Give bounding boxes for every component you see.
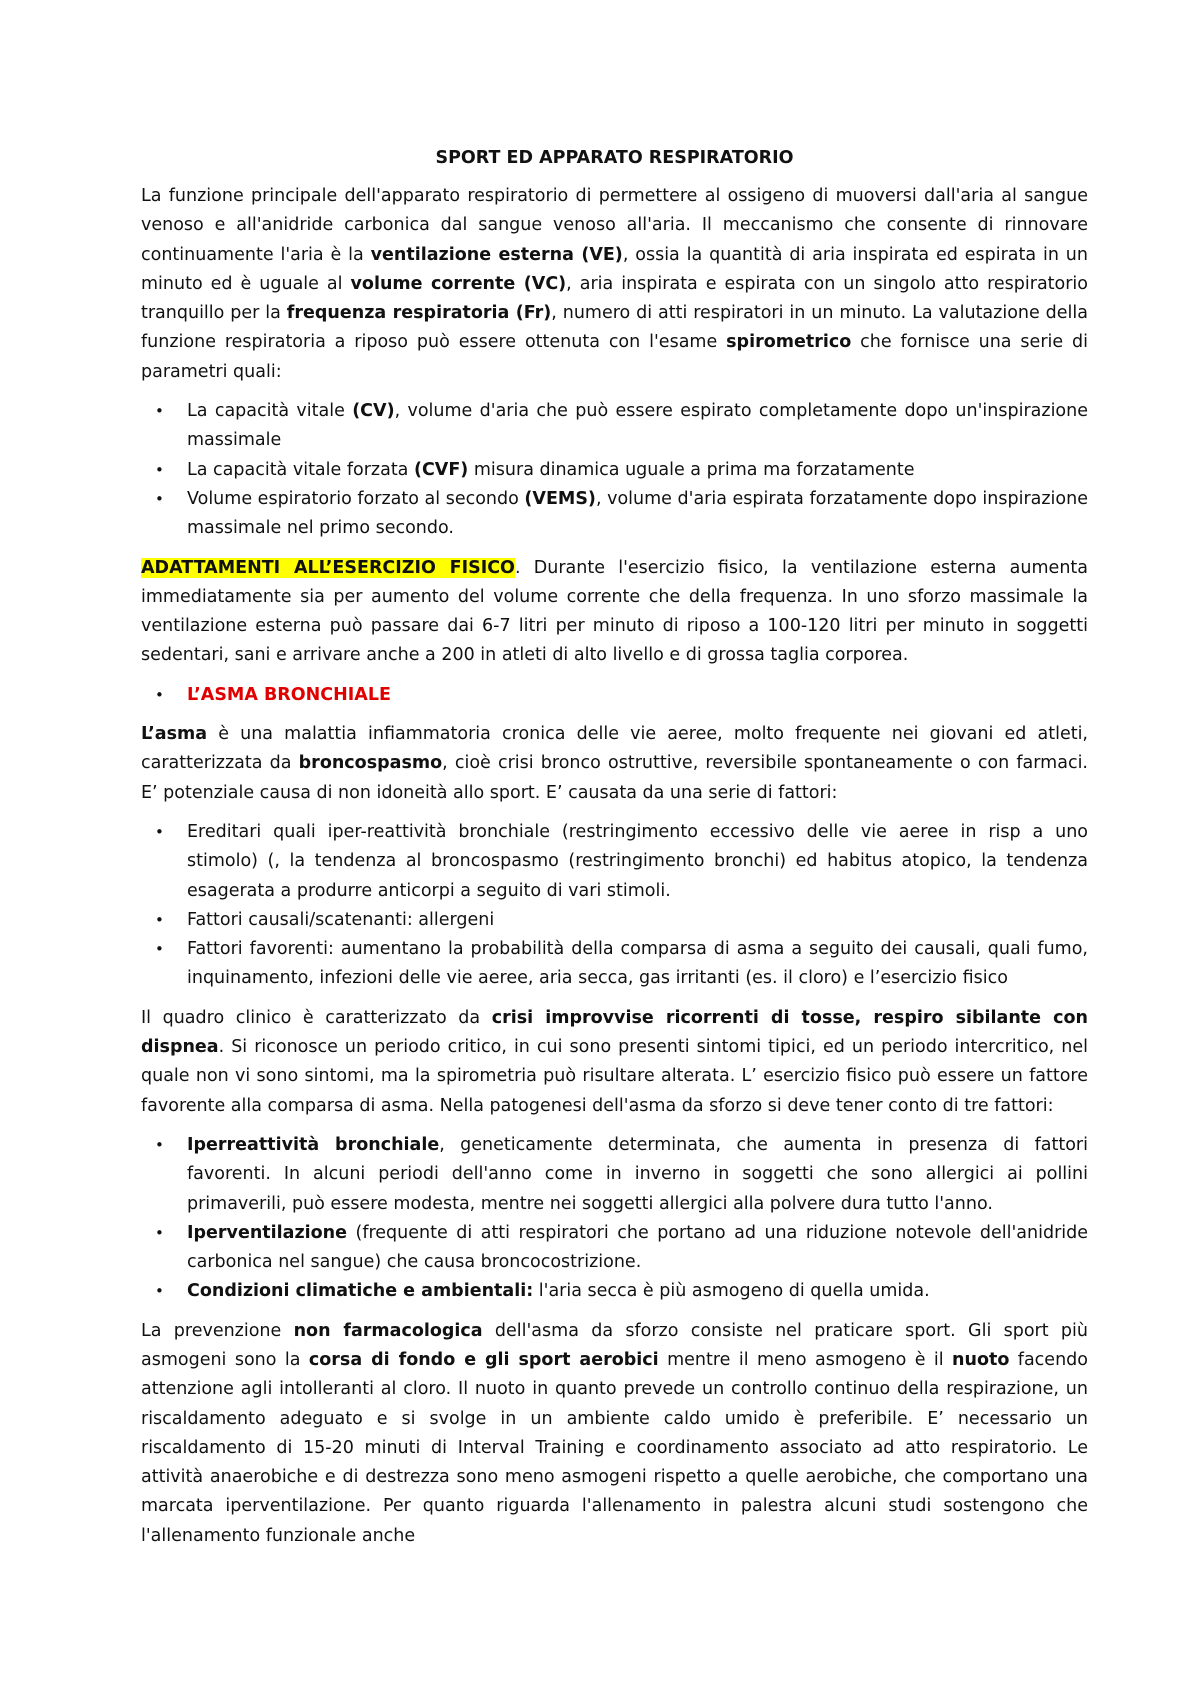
asma-text: è una malattia infiammatoria cronica delle vie aeree, molto frequente nei giovani ed atleti, caratterizzata da bbox=[141, 724, 1088, 774]
list-item bbox=[141, 1277, 1088, 1306]
intro-text: , aria inspirata e espirata con un singolo atto respiratorio tranquillo per la bbox=[141, 273, 1088, 324]
list-item-term: Condizioni climatiche e ambientali: bbox=[187, 1281, 534, 1302]
prevenzione-paragraph bbox=[141, 1317, 1088, 1551]
list-item-text: , volume d'aria espirata forzatamente dopo inspirazione massimale nel primo secondo. bbox=[187, 488, 1088, 539]
section-heading bbox=[141, 681, 1088, 710]
fattori-list bbox=[141, 818, 1088, 994]
prevenzione-term: corsa di fondo e gli sport aerobici bbox=[308, 1349, 659, 1370]
bullet-icon: • bbox=[155, 685, 164, 704]
list-item-text: l'aria secca è più asmogeno di quella umida. bbox=[533, 1281, 930, 1302]
list-item-term: Iperventilazione bbox=[187, 1222, 347, 1243]
list-item bbox=[141, 456, 1088, 485]
list-item bbox=[141, 485, 1088, 544]
asma-text: , cioè crisi bronco ostruttive, reversibile spontaneamente o con farmaci. E’ potenziale causa di non idoneità allo sport. E’ causata da una serie di fattori: bbox=[141, 753, 1088, 803]
list-item-term: (CV) bbox=[352, 401, 395, 422]
list-item bbox=[141, 397, 1088, 456]
bullet-icon: • bbox=[155, 940, 164, 959]
list-item-text: , volume d'aria che può essere espirato completamente dopo un'inspirazione massimale bbox=[187, 401, 1088, 451]
intro-text: che fornisce una serie di parametri quali: bbox=[141, 332, 1089, 382]
section-heading-text: L’ASMA BRONCHIALE bbox=[187, 684, 391, 705]
page-title: SPORT ED APPARATO RESPIRATORIO bbox=[435, 148, 794, 168]
list-item-text: misura dinamica uguale a prima ma forzatamente bbox=[468, 459, 915, 480]
list-item-text: , geneticamente determinata, che aumenta in presenza di fattori favorenti. In alcuni periodi dell'anno come in inverno in soggetti che sono allergici ai pollini primaverili, può essere modesta, mentre nei soggetti allergici alla polvere dura tutto l'anno. bbox=[187, 1134, 1088, 1214]
patogenesi-list bbox=[141, 1131, 1088, 1307]
intro-term-vc: volume corrente (VC) bbox=[350, 273, 567, 294]
prevenzione-term: nuoto bbox=[952, 1349, 1010, 1370]
prevenzione-text: facendo attenzione agli intolleranti al cloro. Il nuoto in quanto prevede un controllo continuo della respirazione, un riscaldamento adeguato e si svolge in un ambiente caldo umido è preferibile. E’ necessario un riscaldamento di 15-20 minuti di Interval Training e coordinamento associato ad atto respiratorio. Le attività anaerobiche e di destrezza sono meno asmogeni rispetto a quelle aerobiche, che comportano una marcata iperventilazione. Per quanto riguarda l'allenamento in palestra alcuni studi sostengono che l'allenamento funzionale anche bbox=[141, 1349, 1088, 1546]
bullet-icon: • bbox=[155, 1223, 164, 1242]
asma-paragraph bbox=[141, 720, 1088, 808]
bullet-icon: • bbox=[155, 1282, 164, 1301]
list-item bbox=[141, 1219, 1088, 1278]
prevenzione-text: mentre il meno asmogeno è il bbox=[658, 1349, 953, 1370]
list-item bbox=[141, 906, 1088, 935]
prevenzione-text: La prevenzione bbox=[141, 1320, 294, 1341]
intro-term-fr: frequenza respiratoria (Fr) bbox=[286, 303, 552, 324]
bullet-icon: • bbox=[155, 460, 164, 479]
quadro-term: crisi improvvise ricorrenti di tosse, respiro sibilante con dispnea bbox=[141, 1007, 1088, 1058]
quadro-text: Il quadro clinico è caratterizzato da bbox=[141, 1007, 492, 1028]
list-item-text: Ereditari quali iper-reattività bronchiale (restringimento eccessivo delle vie aeree in risp a uno stimolo) (, la tendenza al broncospasmo (restringimento bronchi) ed habitus atopico, la tendenza esagerata a produrre anticorpi a seguito di vari stimoli. bbox=[187, 821, 1088, 901]
list-item-term: (CVF) bbox=[413, 459, 469, 480]
intro-term-ve: ventilazione esterna (VE) bbox=[370, 244, 623, 265]
list-item-text: La capacità vitale forzata bbox=[187, 459, 414, 480]
intro-text: , numero di atti respiratori in un minuto. La valutazione della funzione respiratoria a riposo può essere ottenuta con l'esame bbox=[141, 303, 1089, 353]
adattamenti-paragraph bbox=[141, 554, 1088, 671]
document-body bbox=[141, 146, 1088, 1551]
intro-text: La funzione principale dell'apparato respiratorio di permettere al ossigeno di muoversi dall'aria al sangue venoso e all'anidride carbonica dal sangue venoso all'aria. Il meccanismo che consente di rinnovare continuamente l'aria è la bbox=[141, 186, 1088, 265]
broncospasmo-term: broncospasmo bbox=[298, 753, 443, 774]
adattamenti-text: . Durante l'esercizio fisico, la ventilazione esterna aumenta immediatamente sia per aumento del volume corrente che della frequenza. In uno sforzo massimale la ventilazione esterna può passare dai 6-7 litri per minuto di riposo a 100-120 litri per minuto in soggetti sedentari, sani e arrivare anche a 200 in atleti di alto livello e di grossa taglia corporea. bbox=[141, 557, 1088, 666]
bullet-icon: • bbox=[155, 910, 164, 929]
asma-term: L’asma bbox=[141, 724, 208, 745]
list-item-text: Fattori causali/scatenanti: allergeni bbox=[187, 909, 495, 930]
section-heading-list bbox=[141, 681, 1088, 710]
intro-paragraph bbox=[141, 182, 1088, 387]
list-item-text: Fattori favorenti: aumentano la probabilità della comparsa di asma a seguito dei causali, quali fumo, inquinamento, infezioni delle vie aeree, aria secca, gas irritanti (es. il cloro) e l’esercizio fisico bbox=[187, 939, 1088, 989]
list-item-term: Iperreattività bronchiale bbox=[187, 1134, 440, 1155]
quadro-paragraph bbox=[141, 1004, 1088, 1121]
quadro-text: . Si riconosce un periodo critico, in cui sono presenti sintomi tipici, ed un periodo intercritico, nel quale non vi sono sintomi, ma la spirometria può risultare alterata. L’ esercizio fisico può essere un fattore favorente alla comparsa di asma. Nella patogenesi dell'asma da sforzo si deve tener conto di tre fattori: bbox=[141, 1037, 1088, 1116]
bullet-icon: • bbox=[155, 489, 164, 508]
bullet-icon: • bbox=[155, 402, 164, 421]
list-item bbox=[141, 935, 1088, 994]
intro-text: , ossia la quantità di aria inspirata ed espirata in un minuto ed è uguale al bbox=[141, 244, 1088, 294]
highlighted-heading: ADATTAMENTI ALL’ESERCIZIO FISICO bbox=[141, 557, 515, 578]
list-item bbox=[141, 1131, 1088, 1219]
list-item-term: (VEMS) bbox=[524, 488, 596, 509]
intro-term-spirometrico: spirometrico bbox=[726, 332, 852, 353]
parameters-list bbox=[141, 397, 1088, 543]
list-item-text: La capacità vitale bbox=[187, 401, 353, 422]
list-item bbox=[141, 818, 1088, 906]
list-item-text: Volume espiratorio forzato al secondo bbox=[187, 488, 525, 509]
bullet-icon: • bbox=[155, 1135, 164, 1154]
prevenzione-term: non farmacologica bbox=[293, 1320, 483, 1341]
prevenzione-text: dell'asma da sforzo consiste nel praticare sport. Gli sport più asmogeni sono la bbox=[141, 1320, 1088, 1370]
bullet-icon: • bbox=[155, 822, 164, 841]
list-item-text: (frequente di atti respiratori che portano ad una riduzione notevole dell'anidride carbonica nel sangue) che causa broncocostrizione. bbox=[187, 1222, 1088, 1273]
